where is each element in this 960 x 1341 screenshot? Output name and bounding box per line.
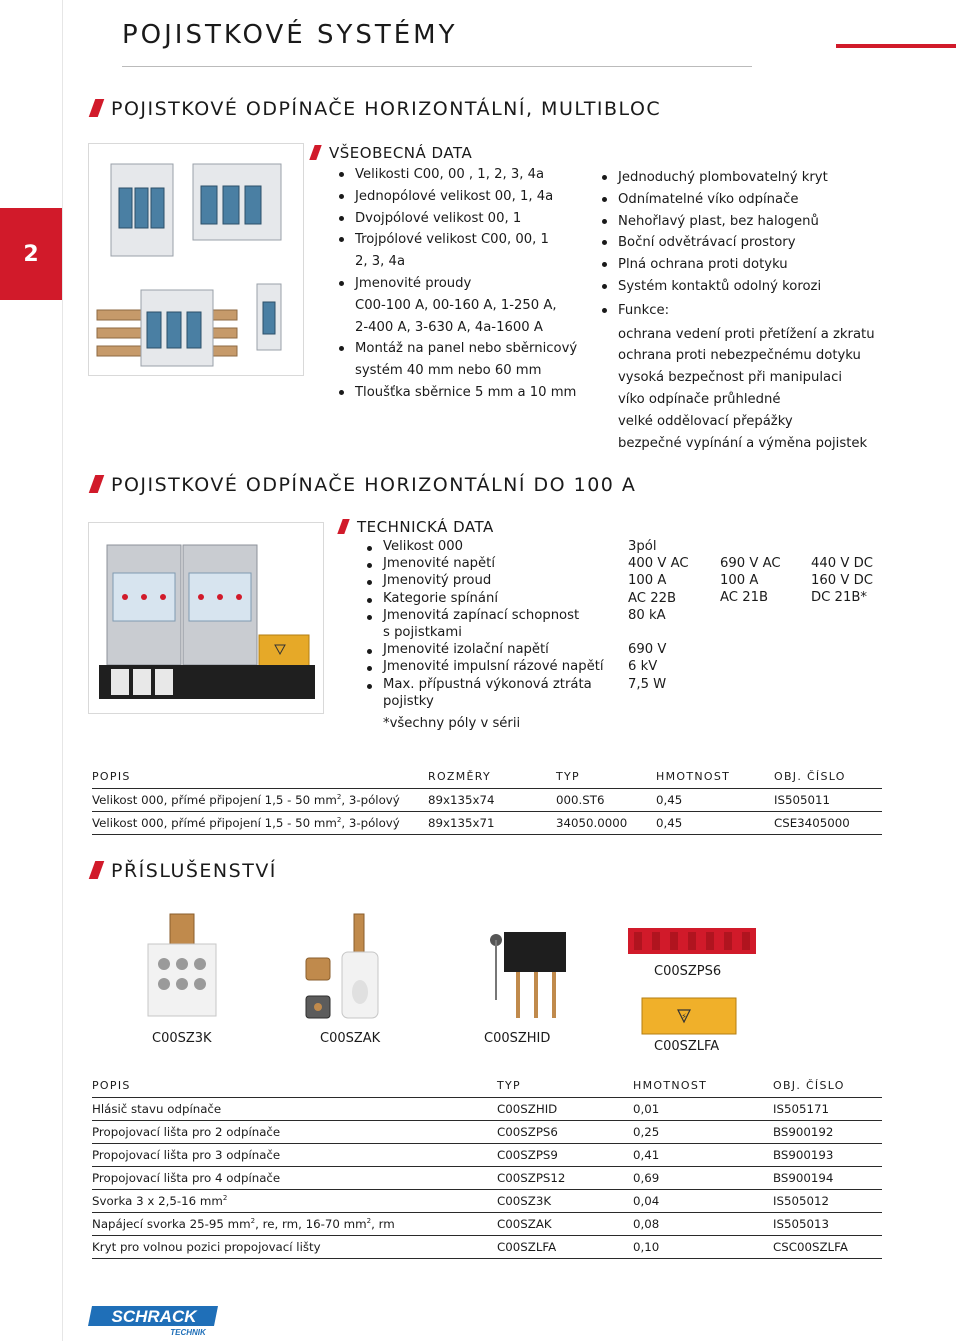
list-item: 2, 3, 4a	[355, 254, 406, 270]
cell-hmotnost: 0,10	[633, 1235, 773, 1258]
tech-value: DC 21B*	[811, 590, 867, 606]
cell-rozmery: 89x135x71	[428, 811, 556, 834]
col-header-typ: TYP	[497, 1075, 633, 1097]
technical-data-title: TECHNICKÁ DATA	[340, 518, 494, 536]
list-item: Velikosti C00, 00 , 1, 2, 3, 4a	[336, 164, 577, 186]
cell-popis: Kryt pro volnou pozici propojovací lišty	[92, 1235, 497, 1258]
tech-values-col2	[720, 555, 781, 607]
cell-hmotnost: 0,41	[633, 1143, 773, 1166]
table-row	[92, 1120, 882, 1143]
list-item: ochrana proti nebezpečnému dotyku	[618, 348, 861, 364]
tech-values-col1	[628, 538, 689, 693]
tech-label: s pojistkami	[383, 625, 462, 641]
label-szlfa: C00SZLFA	[654, 1039, 720, 1054]
page-title: POJISTKOVÉ SYSTÉMY	[122, 20, 458, 50]
slash-icon	[337, 519, 349, 534]
cover-lfa-image	[640, 996, 738, 1036]
table-row	[92, 1212, 882, 1235]
list-item: systém 40 mm nebo 60 mm	[355, 363, 542, 379]
list-item: Funkce:	[599, 300, 875, 322]
header-accent-bar	[836, 44, 956, 48]
cell-obj: IS505013	[773, 1212, 882, 1235]
cell-popis: Propojovací lišta pro 4 odpínače	[92, 1166, 497, 1189]
slash-icon	[89, 475, 105, 493]
header-divider	[122, 66, 752, 67]
cell-typ: C00SZPS9	[497, 1143, 633, 1166]
tech-value: 100 A	[628, 573, 667, 589]
product-photo-100a	[88, 522, 324, 714]
tech-label: Jmenovité izolační napětí	[364, 641, 604, 658]
cell-popis: Hlásič stavu odpínače	[92, 1097, 497, 1120]
svg-text:SCHRACK: SCHRACK	[111, 1307, 197, 1326]
cell-obj: CSC00SZLFA	[773, 1235, 882, 1258]
tech-value: 400 V AC	[628, 556, 689, 572]
tech-value: 690 V AC	[720, 556, 781, 571]
cell-hmotnost: 0,69	[633, 1166, 773, 1189]
tech-value: AC 22B	[628, 590, 677, 606]
list-item: Montáž na panel nebo sběrnicový	[336, 338, 577, 360]
table-row	[92, 788, 882, 811]
list-item: ochrana vedení proti přetížení a zkratu	[618, 326, 875, 342]
table-row	[92, 1166, 882, 1189]
cell-typ: C00SZPS6	[497, 1120, 633, 1143]
cell-hmotnost: 0,45	[656, 788, 774, 811]
tech-value: 160 V DC	[811, 573, 873, 589]
cell-popis: Napájecí svorka 25-95 $mm^2$, re, rm, 16-70 $mm^2$, rm	[92, 1212, 497, 1235]
cell-obj: IS505011	[774, 788, 882, 811]
table-row	[92, 1143, 882, 1166]
col-header-obj: OBJ. ČÍSLO	[774, 766, 882, 788]
cell-hmotnost: 0,04	[633, 1189, 773, 1212]
table-row	[92, 1189, 882, 1212]
col-header-typ: TYP	[556, 766, 656, 788]
section-title-100a: POJISTKOVÉ ODPÍNAČE HORIZONTÁLNÍ DO 100 A	[92, 474, 636, 496]
cell-hmotnost: 0,25	[633, 1120, 773, 1143]
fuse-switch-100a-illustration	[89, 523, 323, 713]
list-item: Tloušťka sběrnice 5 mm a 10 mm	[336, 382, 577, 404]
table-row	[92, 1097, 882, 1120]
accessories-table	[92, 1075, 882, 1259]
col-header-hmotnost: HMOTNOST	[633, 1075, 773, 1097]
tech-label: Jmenovitá zapínací schopnost	[364, 607, 604, 624]
tech-value: 6 kV	[628, 659, 658, 675]
label-szps6: C00SZPS6	[654, 964, 722, 979]
status-indicator-image	[486, 920, 586, 1022]
tech-values-col3	[811, 555, 873, 607]
cell-obj: BS900193	[773, 1143, 882, 1166]
cell-typ: 000.ST6	[556, 788, 656, 811]
cell-typ: C00SZHID	[497, 1097, 633, 1120]
list-item: Jednopólové velikost 00, 1, 4a	[336, 186, 577, 208]
cell-typ: C00SZAK	[497, 1212, 633, 1235]
svg-text:⚡: ⚡	[681, 1012, 687, 1021]
schrack-logo	[88, 1302, 226, 1336]
list-item: bezpečné vypínání a výměna pojistek	[618, 435, 868, 451]
tech-value: 440 V DC	[811, 556, 873, 571]
list-item: Boční odvětrávací prostory	[599, 232, 875, 254]
tech-value: 7,5 W	[628, 676, 667, 692]
table-row	[92, 1235, 882, 1258]
multibloc-illustration	[89, 144, 303, 375]
cell-obj: BS900194	[773, 1166, 882, 1189]
list-item: Nehořlavý plast, bez halogenů	[599, 211, 875, 233]
col-header-popis: POPIS	[92, 766, 428, 788]
slash-icon	[309, 145, 321, 160]
tech-value: 3pól	[628, 539, 657, 554]
col-header-hmotnost: HMOTNOST	[656, 766, 774, 788]
tech-value: 100 A	[720, 573, 759, 589]
tech-label: Max. přípustná výkonová ztráta	[364, 676, 604, 693]
section-title-accessories: PŘÍSLUŠENSTVÍ	[92, 860, 277, 882]
general-data-list-left	[336, 164, 577, 404]
col-header-popis: POPIS	[92, 1075, 497, 1097]
list-item: Jmenovité proudy	[336, 273, 577, 295]
cell-typ: C00SZLFA	[497, 1235, 633, 1258]
list-item: Systém kontaktů odolný korozi	[599, 276, 875, 298]
label-szhid: C00SZHID	[484, 1031, 551, 1046]
tech-label: Jmenovité impulsní rázové napětí	[364, 658, 604, 675]
tech-value: 690 V	[628, 642, 667, 658]
col-header-obj: OBJ. ČÍSLO	[773, 1075, 882, 1097]
general-data-title: VŠEOBECNÁ DATA	[312, 144, 472, 162]
tech-label: Velikost 000	[364, 538, 604, 555]
cell-typ: C00SZ3K	[497, 1189, 633, 1212]
tech-labels	[364, 538, 604, 710]
cell-popis: Propojovací lišta pro 3 odpínače	[92, 1143, 497, 1166]
slash-icon	[89, 99, 105, 117]
tech-label: Jmenovité napětí	[364, 555, 604, 572]
cell-popis: Propojovací lišta pro 2 odpínače	[92, 1120, 497, 1143]
svg-text:TECHNIK: TECHNIK	[170, 1328, 206, 1336]
cell-hmotnost: 0,45	[656, 811, 774, 834]
slash-icon	[89, 861, 105, 879]
cell-hmotnost: 0,01	[633, 1097, 773, 1120]
cell-obj: CSE3405000	[774, 811, 882, 834]
list-item: 2-400 A, 3-630 A, 4a-1600 A	[355, 319, 543, 335]
cell-obj: IS505012	[773, 1189, 882, 1212]
label-sz3k: C00SZ3K	[152, 1031, 212, 1046]
cell-typ: C00SZPS12	[497, 1166, 633, 1189]
tech-value: 80 kA	[628, 607, 666, 623]
list-item: Dvojpólové velikost 00, 1	[336, 208, 577, 230]
tech-footnote: *všechny póly v sérii	[383, 716, 521, 731]
cell-typ: 34050.0000	[556, 811, 656, 834]
chapter-tab: 2	[0, 208, 62, 300]
tech-label: pojistky	[383, 693, 434, 709]
margin-rule	[62, 0, 63, 1341]
terminal-ak-image	[296, 912, 406, 1024]
table-row	[92, 811, 882, 834]
tech-value: AC 21B	[720, 590, 769, 606]
list-item: Plná ochrana proti dotyku	[599, 254, 875, 276]
cell-popis: Velikost 000, přímé připojení 1,5 - 50 $mm^2$, 3-pólový	[92, 788, 428, 811]
cell-obj: IS505171	[773, 1097, 882, 1120]
general-data-list-right	[599, 167, 875, 454]
list-item: velké oddělovací přepážky	[618, 413, 793, 429]
cell-popis: Svorka 3 x 2,5-16 $mm^2$	[92, 1189, 497, 1212]
product-photo-multibloc	[88, 143, 304, 376]
terminal-3k-image	[140, 912, 224, 1024]
list-item: Jednoduchý plombovatelný kryt	[599, 167, 875, 189]
product-table	[92, 766, 882, 835]
busbar-ps6-image	[624, 922, 764, 962]
cell-rozmery: 89x135x74	[428, 788, 556, 811]
list-item: Odnímatelné víko odpínače	[599, 189, 875, 211]
label-szak: C00SZAK	[320, 1031, 381, 1046]
cell-obj: BS900192	[773, 1120, 882, 1143]
tech-label: Kategorie spínání	[364, 590, 604, 607]
list-item: C00-100 A, 00-160 A, 1-250 A,	[355, 297, 557, 313]
cell-popis: Velikost 000, přímé připojení 1,5 - 50 $mm^2$, 3-pólový	[92, 811, 428, 834]
tech-label: Jmenovitý proud	[364, 572, 604, 589]
col-header-rozmery: ROZMĚRY	[428, 766, 556, 788]
section-title-multibloc: POJISTKOVÉ ODPÍNAČE HORIZONTÁLNÍ, MULTIBLOC	[92, 98, 661, 120]
list-item: vysoká bezpečnost při manipulaci	[618, 370, 843, 386]
list-item: Trojpólové velikost C00, 00, 1	[336, 229, 577, 251]
list-item: víko odpínače průhledné	[618, 391, 781, 407]
cell-hmotnost: 0,08	[633, 1212, 773, 1235]
